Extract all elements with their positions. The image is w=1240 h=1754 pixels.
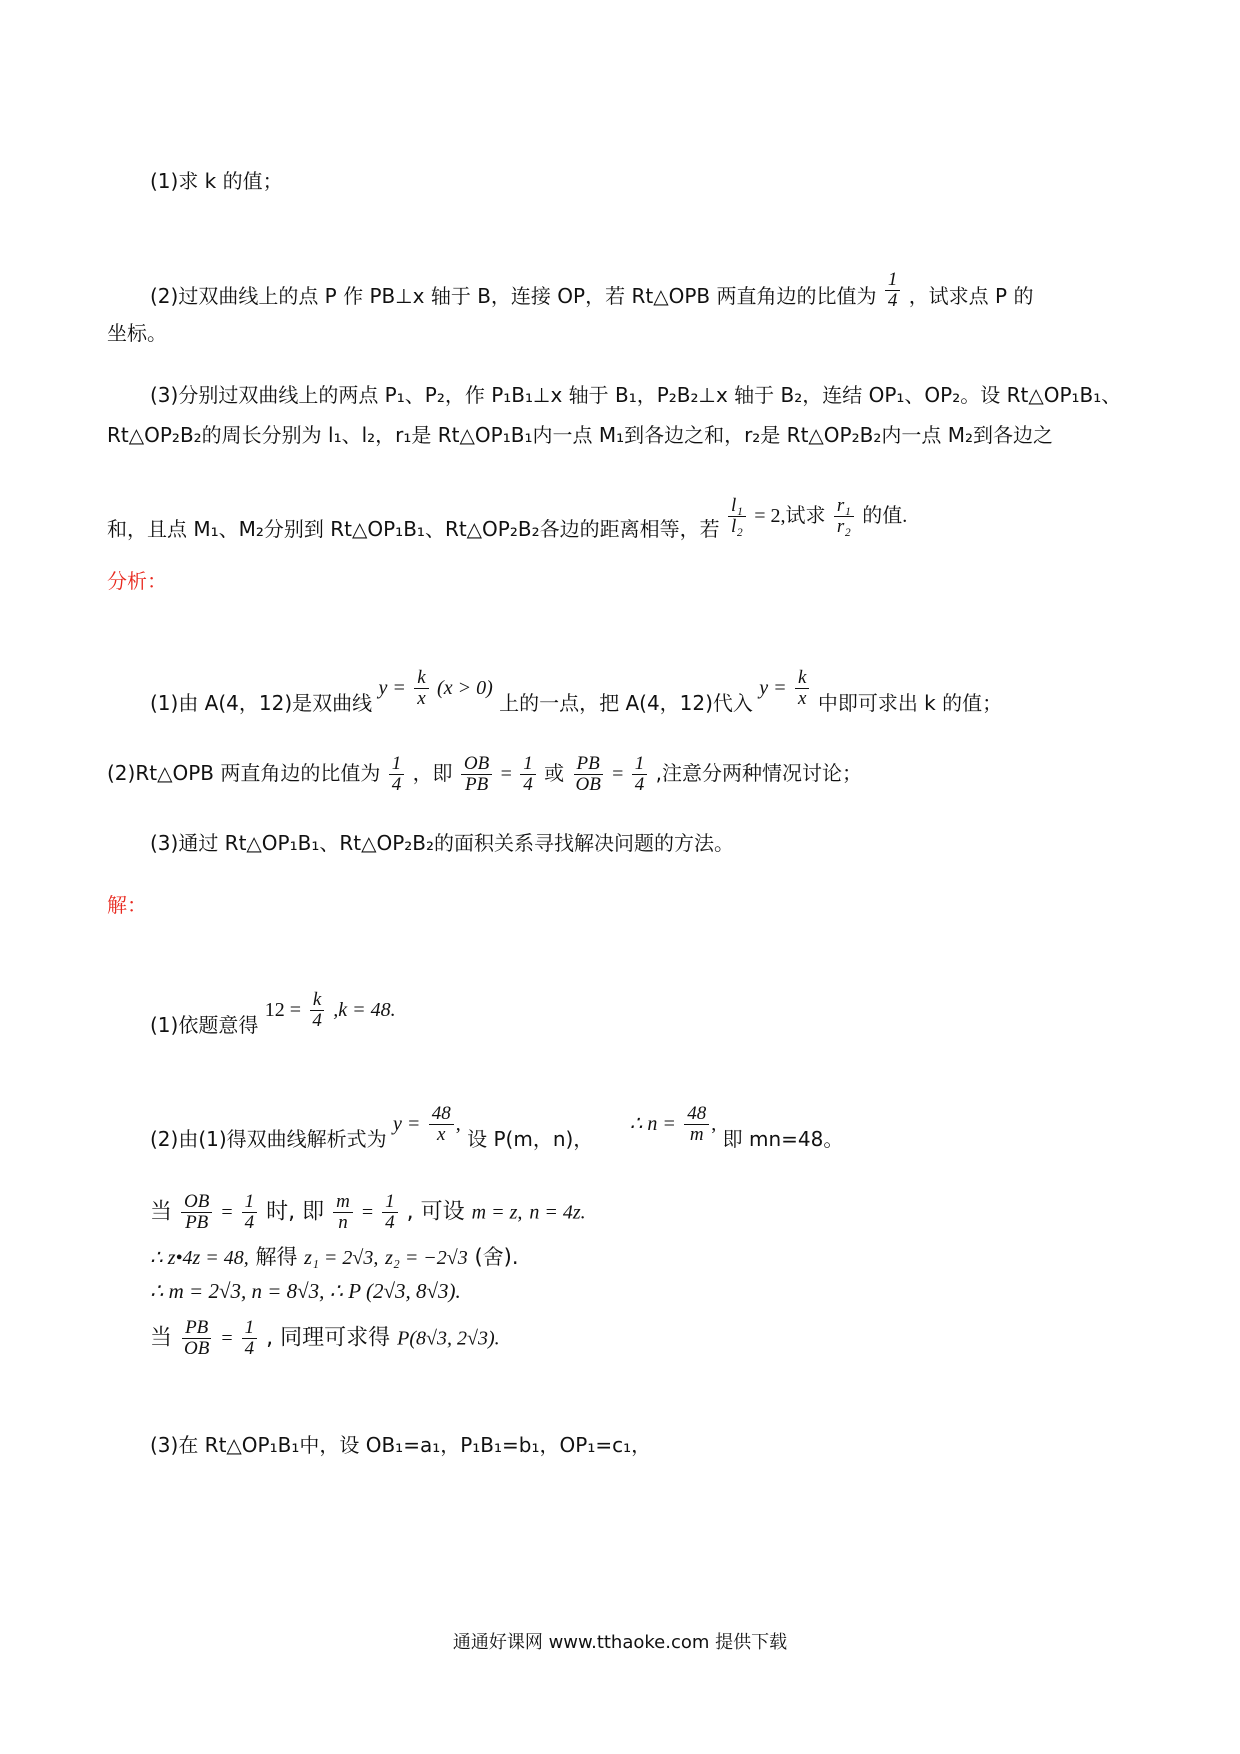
analysis-heading: 分析： — [107, 569, 167, 593]
c1-pb: PB — [185, 1212, 209, 1233]
c1-dang: 当 — [150, 1199, 173, 1225]
c1-mz: m = z, — [471, 1201, 523, 1224]
c1-q2-den: 4 — [385, 1212, 395, 1233]
q3-frac-l-num: l₁ — [728, 496, 746, 517]
a2-frac-ob-pb — [461, 754, 492, 795]
s2-th: ∴ n = — [629, 1113, 676, 1135]
q3-frac-r-num: r₁ — [834, 496, 854, 517]
c2-b: 解得 — [255, 1245, 298, 1269]
a1-pre: (1)由 A(4，12)是双曲线 — [150, 691, 373, 715]
a1-formula — [379, 668, 493, 709]
s2-frac2 — [684, 1104, 709, 1145]
analysis-1 — [150, 668, 1002, 716]
c1-frac-mn — [333, 1192, 353, 1233]
c1-q-num: 1 — [242, 1192, 258, 1213]
s2-frac — [429, 1104, 454, 1145]
page-footer: 通通好课网 www.tthaoke.com 提供下载 — [452, 1632, 788, 1653]
a1-formula-2 — [759, 668, 811, 709]
a1-y: y = — [378, 677, 406, 699]
q2-text-b: ，试求点 P 的 — [908, 284, 1034, 308]
a1-post: 中即可求出 k 的值； — [817, 691, 1003, 715]
a2-post: ,注意分两种情况讨论； — [655, 761, 863, 785]
q3-frac-l-den: l₂ — [730, 516, 743, 537]
c1-shi: 时, 即 — [266, 1199, 325, 1225]
c1-nz: n = 4z. — [529, 1201, 586, 1224]
s1-lhs: 12 = — [264, 999, 301, 1021]
q3-frac-r — [834, 496, 854, 537]
a2-pb: PB — [464, 774, 489, 795]
question-1: (1)求 k 的值； — [150, 169, 283, 193]
a1-y2: y = — [759, 677, 787, 699]
c1-eq2: = — [361, 1201, 374, 1224]
c1-q-den: 4 — [244, 1212, 255, 1233]
c2-z1: z₁ = 2√3, — [304, 1247, 379, 1269]
s1-frac-num: k — [310, 990, 324, 1011]
a2-q2-den: 4 — [634, 774, 645, 795]
a2-q1-den: 4 — [523, 774, 533, 795]
s2-frac2-den: m — [689, 1124, 704, 1145]
a2-eq2: = — [612, 763, 624, 785]
a2-ratio-num: 1 — [389, 754, 405, 775]
c1-n: n — [338, 1212, 348, 1233]
c1-ob: OB — [181, 1192, 212, 1213]
a2-pb2: PB — [574, 754, 603, 775]
question-2-line1 — [150, 270, 1033, 311]
q3-frac-l — [728, 496, 746, 537]
q2-frac-num: 1 — [885, 270, 901, 291]
c1-tail: , 可设 — [406, 1199, 465, 1225]
s2-y: y = — [393, 1113, 421, 1135]
a1-frac — [414, 668, 428, 709]
c2-a: ∴ z•4z = 48, — [150, 1247, 249, 1269]
c4-q-num: 1 — [242, 1318, 258, 1339]
question-2-line2: 坐标。 — [107, 321, 167, 345]
c2-she: (舍). — [474, 1245, 519, 1269]
s2-frac-num: 48 — [429, 1104, 454, 1125]
c1-eq: = — [221, 1201, 233, 1224]
a1-frac-num: k — [414, 668, 428, 689]
a2-q2-num: 1 — [632, 754, 648, 775]
a2-q1-num: 1 — [520, 754, 536, 775]
c4-tail: , 同理可求得 — [266, 1325, 391, 1351]
case2-line — [150, 1318, 500, 1359]
case1-line — [150, 1192, 586, 1233]
a2-frac-pb-ob — [572, 754, 603, 795]
s2-pre: (2)由(1)得双曲线解析式为 — [150, 1127, 387, 1151]
a2-ob2: OB — [575, 774, 601, 795]
c1-frac-ob-pb — [181, 1192, 212, 1233]
q3-text: 和，且点 M₁、M₂分别到 Rt△OP₁B₁、Rt△OP₂B₂各边的距离相等，若 — [107, 517, 720, 541]
c1-q2-num: 1 — [382, 1192, 398, 1213]
s2-mid: 设 P(m，n)， — [467, 1127, 594, 1151]
solution-1 — [150, 990, 396, 1038]
s1-pre: (1)依题意得 — [150, 1013, 259, 1037]
s1-rhs: ,k = 48. — [333, 999, 396, 1021]
a1-frac-den: x — [417, 688, 426, 709]
c4-eq: = — [221, 1327, 233, 1350]
case1-solve — [150, 1244, 519, 1271]
question-3-line1: (3)分别过双曲线上的两点 P₁、P₂，作 P₁B₁⊥x 轴于 B₁，P₂B₂⊥x 轴于 B₂，连结 OP₁、OP₂。设 Rt△OP₁B₁、 — [150, 383, 1122, 407]
s1-formula — [265, 990, 396, 1031]
solution-heading: 解： — [107, 893, 147, 917]
a1-frac2 — [795, 668, 809, 709]
q2-fraction — [885, 270, 901, 311]
a2-frac-q1 — [520, 754, 536, 795]
question-3-line3 — [107, 496, 907, 542]
a2-frac-q2 — [632, 754, 648, 795]
a2-mid: ，即 — [412, 761, 453, 785]
c1-frac-q2 — [382, 1192, 398, 1233]
s1-frac-den: 4 — [312, 1010, 322, 1031]
c4-dang: 当 — [150, 1325, 173, 1351]
c4-pb: PB — [182, 1318, 211, 1339]
a2-pre: (2)Rt△OPB 两直角边的比值为 — [107, 761, 381, 785]
c1-frac-q — [242, 1192, 258, 1233]
a2-ob: OB — [461, 754, 492, 775]
analysis-3: (3)通过 Rt△OP₁B₁、Rt△OP₂B₂的面积关系寻找解决问题的方法。 — [150, 831, 735, 855]
c4-ob: OB — [184, 1338, 210, 1359]
a2-or: 或 — [544, 761, 565, 785]
q3-tail: 的值. — [862, 505, 908, 527]
q3-eq: = 2,试求 — [754, 505, 826, 527]
a2-frac-ratio — [389, 754, 405, 795]
c1-m: m — [333, 1192, 353, 1213]
s2-frac2-num: 48 — [684, 1104, 709, 1125]
question-3-line2: Rt△OP₂B₂的周长分别为 l₁、l₂，r₁是 Rt△OP₁B₁内一点 M₁到各边之和，r₂是 Rt△OP₂B₂内一点 M₂到各边之 — [107, 423, 1053, 447]
a1-mid: 上的一点，把 A(4，12)代入 — [499, 691, 753, 715]
q3-frac-r-den: r₂ — [836, 516, 851, 537]
a2-eq1: = — [500, 763, 512, 785]
solution-3: (3)在 Rt△OP₁B₁中，设 OB₁=a₁，P₁B₁=b₁，OP₁=c₁， — [150, 1433, 652, 1457]
case1-result: ∴ m = 2√3, n = 8√3, ∴ P (2√3, 8√3). — [150, 1279, 461, 1303]
c4-p: P(8√3, 2√3). — [397, 1327, 500, 1350]
s2-comma: , — [455, 1113, 461, 1135]
a1-frac2-num: k — [795, 668, 809, 689]
s2-comma2: , — [711, 1113, 717, 1135]
q3-formula — [726, 496, 907, 537]
s1-frac — [309, 990, 325, 1031]
q2-text-a: (2)过双曲线上的点 P 作 PB⊥x 轴于 B，连接 OP，若 Rt△OPB 两直角边的比值为 — [150, 284, 877, 308]
s2-formula-2 — [630, 1104, 717, 1145]
a2-ratio-den: 4 — [391, 774, 402, 795]
c4-q-den: 4 — [244, 1338, 255, 1359]
analysis-2 — [107, 754, 862, 795]
s2-post: 即 mn=48。 — [722, 1127, 844, 1151]
c4-frac-q — [242, 1318, 258, 1359]
solution-2 — [150, 1104, 843, 1152]
s2-frac-den: x — [437, 1124, 446, 1145]
q2-frac-den: 4 — [887, 290, 898, 311]
a1-cond: (x > 0) — [437, 677, 493, 699]
s2-formula — [393, 1104, 461, 1145]
c4-frac-pb-ob — [181, 1318, 212, 1359]
a1-frac2-den: x — [798, 688, 807, 709]
c2-z2: z₂ = −2√3 — [385, 1247, 468, 1269]
